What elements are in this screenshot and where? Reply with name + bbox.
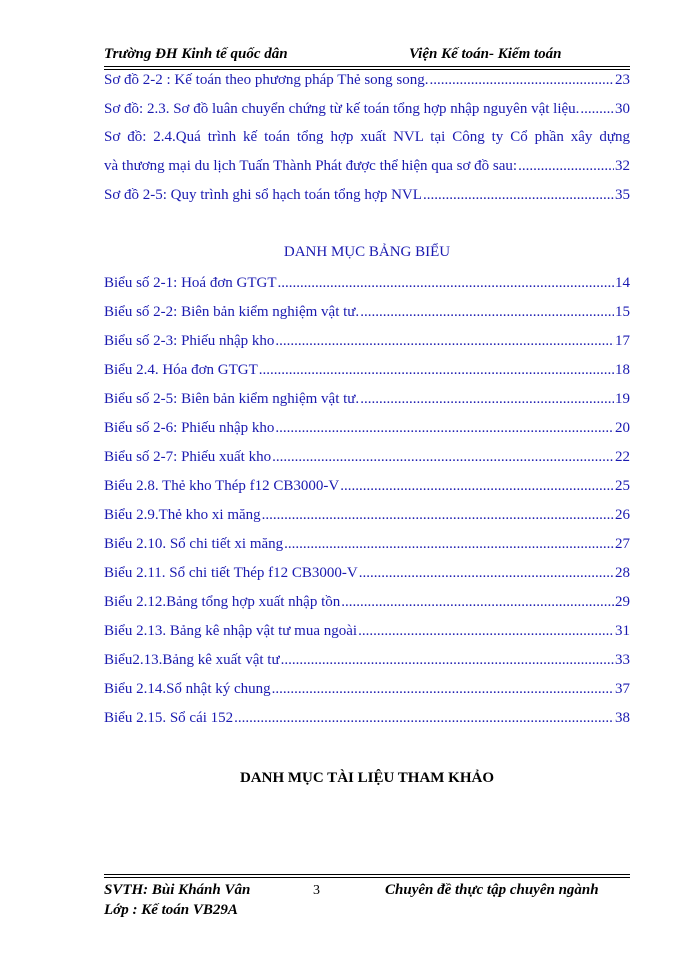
toc-entry-text: và thương mại du lịch Tuấn Thành Phát được thể hiện qua sơ đồ sau: — [104, 158, 518, 174]
toc-page-number: 29 — [615, 594, 630, 610]
page-number: 3 — [313, 883, 320, 898]
toc-page-number: 33 — [615, 652, 630, 668]
toc-diagram-entry[interactable] — [104, 187, 630, 204]
toc-entry-text: Biểu 2.15. Sổ cái 152 — [104, 710, 234, 726]
toc-page-number: 22 — [615, 449, 630, 465]
toc-page-number: 32 — [615, 158, 630, 174]
toc-leader — [272, 449, 614, 466]
toc-entry-text: Biểu2.13.Bảng kê xuất vật tư — [104, 652, 280, 668]
toc-page-number: 38 — [615, 710, 630, 726]
toc-diagram-entry[interactable] — [104, 129, 630, 146]
toc-leader — [341, 594, 614, 611]
toc-table-entry[interactable] — [104, 623, 630, 640]
toc-table-entry[interactable] — [104, 391, 630, 408]
toc-leader — [278, 275, 615, 292]
toc-leader — [259, 362, 614, 379]
toc-page-number: 35 — [615, 187, 630, 203]
toc-page-number: 17 — [615, 333, 630, 349]
toc-table-entry[interactable] — [104, 536, 630, 553]
toc-leader — [359, 565, 614, 582]
toc-table-entry[interactable] — [104, 304, 630, 321]
toc-leader — [275, 333, 614, 350]
toc-page-number: 25 — [615, 478, 630, 494]
toc-page-number: 20 — [615, 420, 630, 436]
toc-table-entry[interactable] — [104, 449, 630, 466]
toc-leader — [580, 101, 614, 118]
toc-table-entry[interactable] — [104, 594, 630, 611]
header-rule — [104, 66, 630, 67]
toc-entry-text: Biểu 2.12.Bảng tổng hợp xuất nhập tồn — [104, 594, 341, 610]
toc-leader — [275, 420, 614, 437]
toc-entry-text: Biểu 2.10. Sổ chi tiết xi măng — [104, 536, 284, 552]
toc-table-entry[interactable] — [104, 478, 630, 495]
toc-page-number: 30 — [615, 101, 630, 117]
toc-entry-text: Biểu 2.11. Sổ chi tiết Thép f12 CB3000-V — [104, 565, 358, 581]
toc-leader — [358, 623, 614, 640]
toc-leader — [234, 710, 614, 727]
toc-page-number: 31 — [615, 623, 630, 639]
toc-table-entry[interactable] — [104, 420, 630, 437]
toc-leader — [262, 507, 614, 524]
toc-leader — [430, 72, 614, 89]
references-section-title: DANH MỤC TÀI LIỆU THAM KHẢO — [239, 770, 495, 786]
page-header — [104, 44, 630, 68]
toc-page-number: 19 — [615, 391, 630, 407]
toc-diagram-entry[interactable] — [104, 101, 630, 118]
footer-rule — [104, 877, 630, 878]
toc-leader — [340, 478, 614, 495]
toc-entry-text: Biểu số 2-2: Biên bản kiểm nghiệm vật tư. — [104, 304, 360, 320]
footer-student: SVTH: Bùi Khánh Vân — [104, 882, 251, 898]
toc-leader — [360, 304, 614, 321]
toc-entry-text: Sơ đồ 2-2 : Kế toán theo phương pháp Thẻ song song. — [104, 72, 429, 88]
toc-entry-text: Biểu số 2-7: Phiếu xuất kho — [104, 449, 272, 465]
toc-entry-text: Biểu số 2-6: Phiếu nhập kho — [104, 420, 275, 436]
header-school: Trường ĐH Kinh tế quốc dân — [104, 46, 288, 62]
toc-page-number: 23 — [615, 72, 630, 88]
tables-section-title: DANH MỤC BẢNG BIỂU — [283, 244, 451, 260]
toc-leader — [423, 187, 614, 204]
toc-leader — [284, 536, 614, 553]
toc-entry-text: Biểu 2.14.Sổ nhật ký chung — [104, 681, 271, 697]
footer-rule-thin — [104, 874, 630, 875]
toc-page-number: 26 — [615, 507, 630, 523]
toc-page-number: 18 — [615, 362, 630, 378]
toc-entry-text: Biểu 2.13. Bảng kê nhập vật tư mua ngoài — [104, 623, 358, 639]
toc-leader — [360, 391, 614, 408]
header-rule-thin — [104, 69, 630, 70]
toc-entry-text: Sơ đồ: 2.4.Quá trình kế toán tổng hợp xuất NVL tại Công ty Cổ phần xây dựng — [104, 129, 630, 145]
toc-leader — [281, 652, 614, 669]
toc-table-entry[interactable] — [104, 681, 630, 698]
toc-page-number: 27 — [615, 536, 630, 552]
toc-entry-text: Biểu 2.9.Thẻ kho xi măng — [104, 507, 261, 523]
toc-table-entry[interactable] — [104, 710, 630, 727]
toc-entry-text: Biểu 2.8. Thẻ kho Thép f12 CB3000-V — [104, 478, 340, 494]
toc-diagram-entry[interactable] — [104, 72, 630, 89]
toc-page-number: 28 — [615, 565, 630, 581]
toc-page-number: 37 — [615, 681, 630, 697]
toc-leader — [272, 681, 614, 698]
toc-table-entry[interactable] — [104, 652, 630, 669]
header-institute: Viện Kế toán- Kiểm toán — [409, 46, 562, 62]
toc-entry-text: Biểu số 2-1: Hoá đơn GTGT — [104, 275, 277, 291]
footer-topic: Chuyên đề thực tập chuyên ngành — [385, 882, 599, 898]
footer-class: Lớp : Kế toán VB29A — [104, 902, 238, 918]
toc-page-number: 14 — [615, 275, 630, 291]
toc-entry-text: Biểu số 2-5: Biên bản kiểm nghiệm vật tư. — [104, 391, 360, 407]
toc-leader — [518, 158, 614, 175]
toc-entry-text: Sơ đồ 2-5: Quy trình ghi sổ hạch toán tổng hợp NVL — [104, 187, 422, 203]
toc-entry-text: Sơ đồ: 2.3. Sơ đồ luân chuyển chứng từ kế toán tổng hợp nhập nguyên vật liệu. — [104, 101, 580, 117]
toc-page-number: 15 — [615, 304, 630, 320]
toc-entry-text: Biểu số 2-3: Phiếu nhập kho — [104, 333, 275, 349]
toc-diagram-entry-cont[interactable] — [104, 158, 630, 175]
toc-table-entry[interactable] — [104, 565, 630, 582]
toc-table-entry[interactable] — [104, 275, 630, 292]
toc-entry-text: Biểu 2.4. Hóa đơn GTGT — [104, 362, 258, 378]
toc-table-entry[interactable] — [104, 333, 630, 350]
toc-table-entry[interactable] — [104, 362, 630, 379]
toc-table-entry[interactable] — [104, 507, 630, 524]
